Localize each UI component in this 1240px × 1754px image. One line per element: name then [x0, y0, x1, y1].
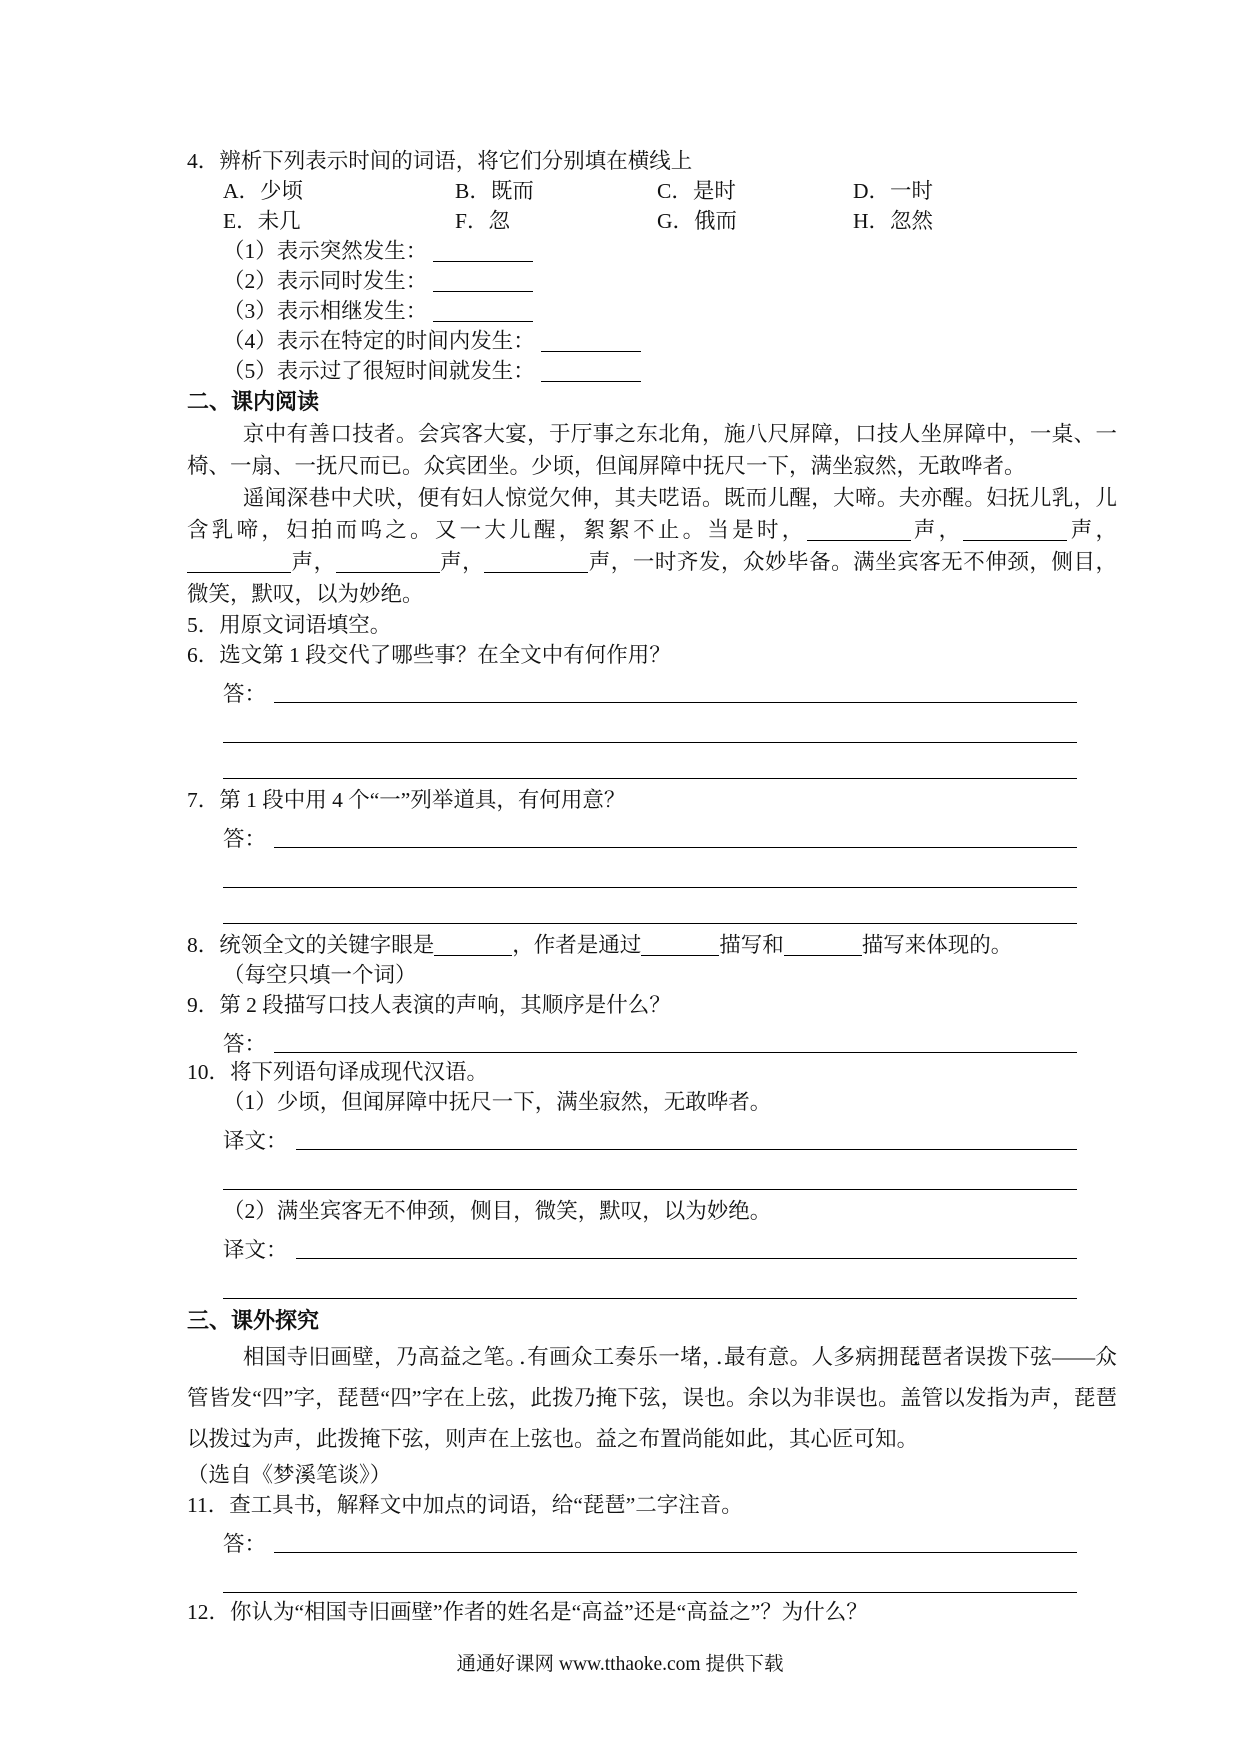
q4-fill-label-3: （3）表示相继发生： — [223, 299, 428, 323]
reading-passage-paragraph-1: 京中有善口技者。会宾客大宴，于厅事之东北角，施八尺屏障，口技人坐屏障中，一桌、一椅、一扇、一抚尺而已。众宾团坐。少顷，但闻屏障中抚尺一下，满坐寂然，无敢哗者。 — [187, 422, 1117, 478]
section-2-heading: 二、课内阅读 — [187, 389, 320, 414]
option-h: H．忽然 — [853, 209, 934, 233]
q4-fill-item-4 — [187, 326, 1117, 356]
option-g: G．俄而 — [657, 209, 738, 233]
text-segment: 琵琶者误拨下弦——众管皆发“四”字，琵琶“四”字在上弦，此 — [187, 1345, 1117, 1410]
text-segment: 声，一时齐发，众妙毕备。满坐宾客无不伸颈，侧目，微笑，默叹，以为妙绝。 — [187, 550, 1117, 606]
question-8-note: （每空只填一个词） — [223, 963, 417, 987]
q10-item2-translation-row — [187, 1226, 1077, 1263]
q4-fill-label-4: （4）表示在特定的时间内发生： — [223, 329, 535, 353]
question-7: 7．第 1 段中用 4 个“一”列举道具，有何用意？ — [187, 788, 626, 812]
q10-item1-translation-row — [187, 1117, 1077, 1154]
answer-line[interactable] — [223, 1154, 1077, 1190]
answer-line[interactable] — [223, 1263, 1077, 1299]
q11-answer-row — [187, 1520, 1077, 1557]
question-10: 10．将下列语句译成现代汉语。 — [187, 1060, 489, 1084]
emphasized-char: 拥 — [877, 1345, 899, 1369]
fill-in-blank[interactable] — [641, 934, 719, 957]
text-segment: 过为声，此拨掩下弦，则声在上弦也。益之布置尚能如此，其心 — [230, 1427, 833, 1451]
answer-line[interactable] — [274, 1052, 1077, 1053]
option-a: A．少顷 — [223, 179, 304, 203]
text-segment: ，最有意。人多病 — [702, 1345, 878, 1369]
answer-label: 答： — [223, 1532, 267, 1556]
answer-label: 答： — [223, 682, 267, 706]
q4-fill-item-2 — [187, 266, 1117, 296]
answer-line[interactable] — [274, 702, 1077, 703]
q6-answer-row — [187, 670, 1077, 707]
option-b: B．既而 — [455, 179, 534, 203]
option-f: F．忽 — [455, 209, 510, 233]
worksheet-content — [187, 146, 1117, 1627]
fill-in-blank[interactable] — [336, 551, 440, 574]
answer-line[interactable] — [274, 847, 1077, 848]
text-segment: 指为声，琵琶以 — [187, 1386, 1117, 1451]
emphasized-char: 拨 — [208, 1427, 231, 1451]
answer-line[interactable] — [223, 743, 1077, 779]
text-segment: 遥闻深巷中犬吠，便有妇人惊觉欠伸，其夫呓语。既而儿醒，大啼。夫亦醒。妇抚儿乳，儿含乳啼，妇拍而呜之。又一大儿醒，絮絮不止。当是时， — [187, 486, 1117, 542]
question-4-options-row-2 — [187, 206, 1117, 236]
text-segment: 描写来体现的。 — [861, 933, 1013, 957]
section-3-heading: 三、课外探究 — [187, 1308, 320, 1333]
reading-passage-paragraph-2 — [187, 482, 1117, 610]
fill-in-blank[interactable] — [541, 360, 641, 383]
question-10-item-2: （2）满坐宾客无不伸颈，侧目，微笑，默叹，以为妙绝。 — [223, 1199, 772, 1223]
option-d: D．一时 — [853, 179, 934, 203]
option-c: C．是时 — [657, 179, 736, 203]
answer-line[interactable] — [296, 1149, 1077, 1150]
answer-label: 答： — [223, 827, 267, 851]
answer-line[interactable] — [296, 1258, 1077, 1259]
q4-fill-label-1: （1）表示突然发生： — [223, 239, 428, 263]
fill-in-blank[interactable] — [434, 934, 512, 957]
q9-answer-row — [187, 1020, 1077, 1057]
fill-in-blank[interactable] — [963, 519, 1067, 542]
text-segment: 声， — [439, 550, 485, 574]
emphasized-char: 笔 — [483, 1345, 506, 1369]
fill-in-blank[interactable] — [541, 330, 641, 353]
q4-fill-item-1 — [187, 236, 1117, 266]
emphasized-char: 堵 — [680, 1345, 703, 1369]
answer-line[interactable] — [223, 852, 1077, 888]
q4-fill-label-5: （5）表示过了很短时间就发生： — [223, 359, 535, 383]
text-segment: 。有画众工奏乐一 — [505, 1345, 681, 1369]
text-segment: 描写和 — [719, 933, 784, 957]
passage-source: （选自《梦溪笔谈》） — [187, 1463, 392, 1487]
text-segment: 可知。 — [853, 1427, 919, 1451]
question-10-item-1: （1）少顷，但闻屏障中抚尺一下，满坐寂然，无敢哗者。 — [223, 1090, 772, 1114]
q4-fill-item-3 — [187, 296, 1117, 326]
extra-reading-passage — [187, 1337, 1117, 1460]
page-footer: 通通好课网 www.tthaoke.com 提供下载 — [456, 1654, 784, 1675]
answer-line[interactable] — [223, 1557, 1077, 1593]
question-11: 11．查工具书，解释文中加点的词语，给“琵琶”二字注音。 — [187, 1493, 743, 1517]
q7-answer-row — [187, 815, 1077, 852]
q4-fill-item-5 — [187, 356, 1117, 386]
emphasized-char: 匠 — [832, 1427, 854, 1451]
answer-line[interactable] — [223, 888, 1077, 924]
answer-label: 答： — [223, 1032, 267, 1056]
option-e: E．未几 — [223, 209, 301, 233]
q4-fill-label-2: （2）表示同时发生： — [223, 269, 428, 293]
text-segment: ，作者是通过 — [512, 933, 642, 957]
fill-in-blank[interactable] — [433, 240, 533, 263]
question-9: 9．第 2 段描写口技人表演的声响，其顺序是什么？ — [187, 993, 671, 1017]
fill-in-blank[interactable] — [807, 519, 911, 542]
question-4-stem: 4．辨析下列表示时间的词语，将它们分别填在横线上 — [187, 149, 693, 173]
answer-line[interactable] — [274, 1552, 1077, 1553]
question-12: 12．你认为“相国寺旧画壁”作者的姓名是“高益”还是“高益之”？为什么？ — [187, 1600, 868, 1624]
fill-in-blank[interactable] — [433, 270, 533, 293]
text-segment: 8．统领全文的关键字眼是 — [187, 933, 435, 957]
fill-in-blank[interactable] — [484, 551, 588, 574]
text-segment: 声， — [291, 550, 336, 574]
text-segment: 声， — [910, 518, 964, 542]
translation-label: 译文： — [223, 1238, 288, 1262]
text-segment: 相国寺旧画壁，乃高益之 — [242, 1345, 484, 1369]
question-6: 6．选文第 1 段交代了哪些事？在全文中有何作用？ — [187, 643, 671, 667]
translation-label: 译文： — [223, 1129, 288, 1153]
question-4-options-row-1 — [187, 176, 1117, 206]
text-segment: 乃掩下弦，误也。余以为非误也。盖管以 — [573, 1386, 966, 1410]
emphasized-char: 拨 — [552, 1386, 574, 1410]
fill-in-blank[interactable] — [433, 300, 533, 323]
answer-line[interactable] — [223, 707, 1077, 743]
fill-in-blank[interactable] — [784, 934, 862, 957]
emphasized-char: 发 — [965, 1386, 987, 1410]
question-8 — [187, 930, 1117, 960]
fill-in-blank[interactable] — [187, 551, 291, 574]
text-segment: 声， — [1067, 518, 1117, 542]
question-5: 5．用原文词语填空。 — [187, 613, 392, 637]
